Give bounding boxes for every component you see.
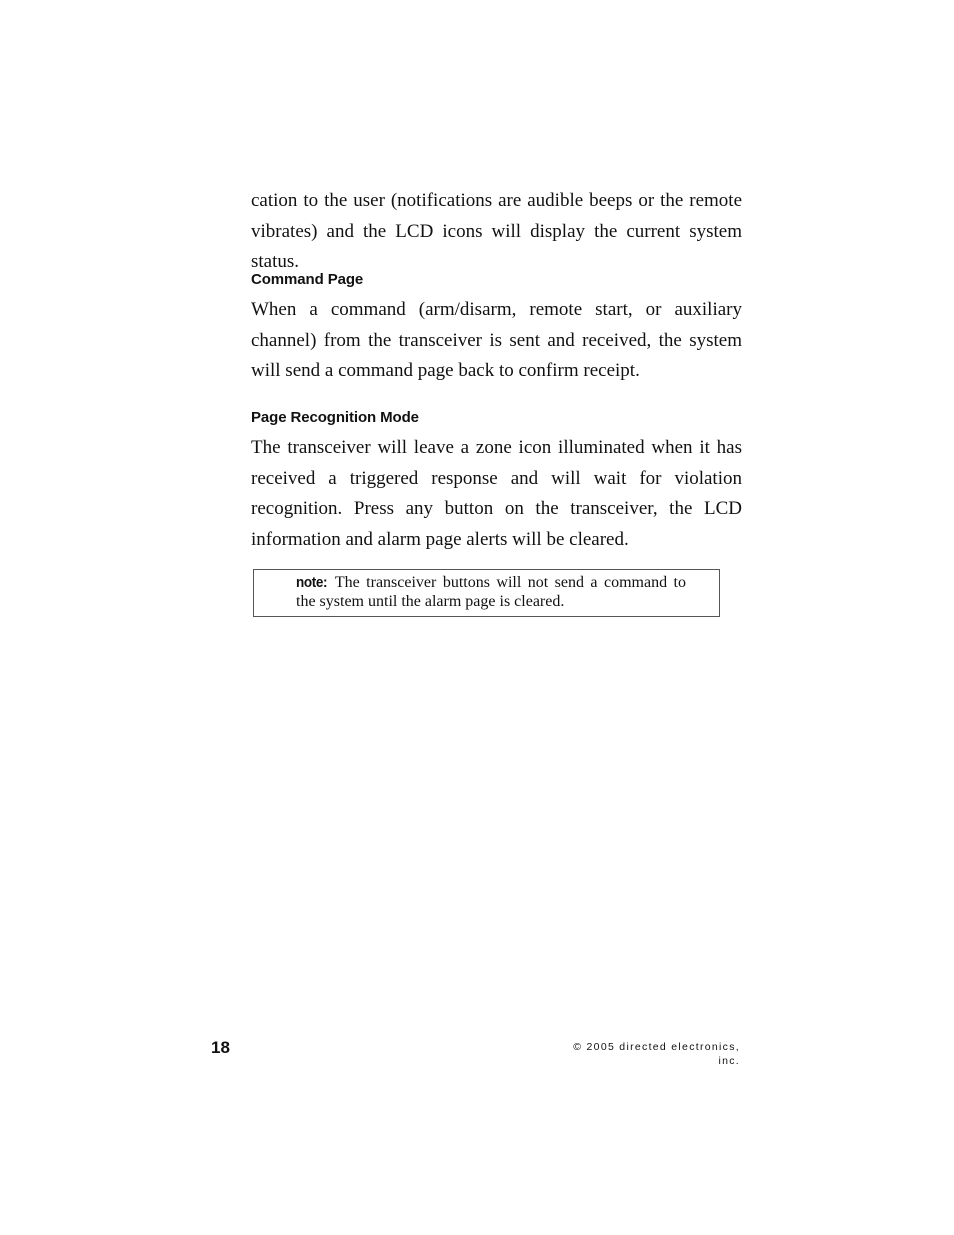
copyright-text: © 2005 directed electronics, inc. bbox=[573, 1041, 740, 1067]
intro-paragraph: cation to the user (notifications are audible beeps or the remote vibrates) and the LCD icons will display the current system status. bbox=[251, 190, 742, 272]
page-recognition-heading: Page Recognition Mode bbox=[251, 409, 419, 426]
note-label: note: bbox=[296, 574, 328, 591]
page-recognition-paragraph: The transceiver will leave a zone icon illuminated when it has received a triggered response and will wait for violation recognition. Press any button on the transceiver, the LCD information and alarm page alerts will be cleared. bbox=[251, 437, 742, 550]
page-number: 18 bbox=[211, 1038, 230, 1057]
note-body: The transceiver buttons will not send a command to the system until the alarm page is cleared. bbox=[296, 574, 686, 610]
command-page-paragraph: When a command (arm/disarm, remote start, or auxiliary channel) from the transceiver is sent and received, the system will send a command page back to confirm receipt. bbox=[251, 299, 742, 381]
note-box bbox=[253, 569, 720, 617]
note-text-block bbox=[296, 573, 686, 611]
command-page-heading: Command Page bbox=[251, 271, 364, 288]
